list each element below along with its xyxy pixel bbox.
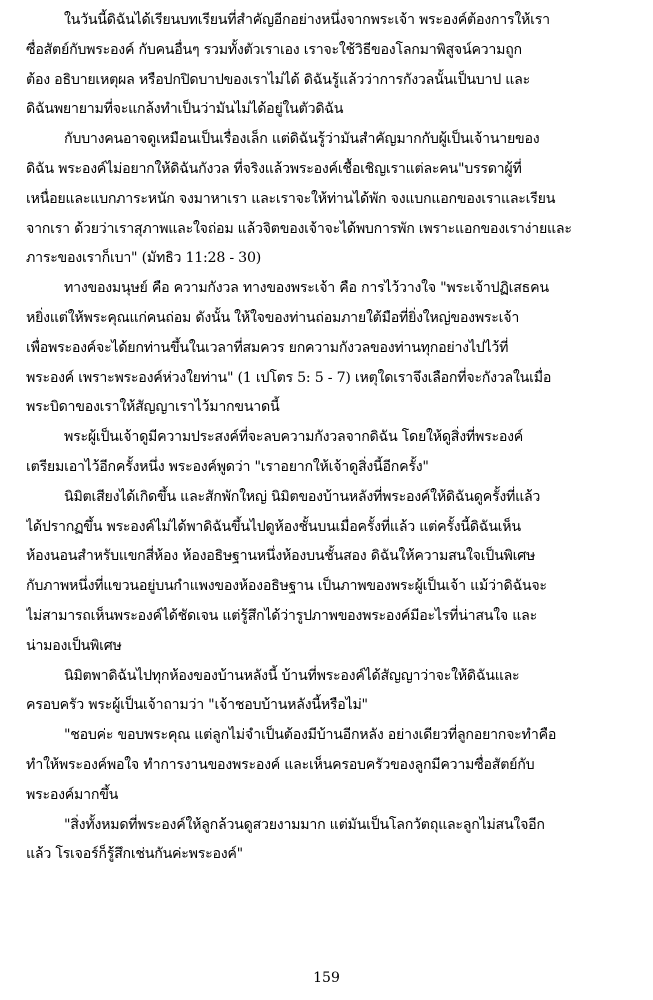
text-line: พระผู้เป็นเจ้าดูมีความประสงค์ที่จะลบความกังวลจากดิฉัน โดยให้ดูสิ่งที่พระองค์ [64, 429, 524, 446]
text-line: กับบางคนอาจดูเหมือนเป็นเรื่องเล็ก แต่ดิฉันรู้ว่ามันสำคัญมากกับผู้เป็นเจ้านายของ [64, 131, 540, 148]
text-line: กับภาพหนึ่งที่แขวนอยู่บนกำแพงของห้องอธิษฐาน เป็นภาพของพระผู้เป็นเจ้า แม้ว่าดิฉันจะ [26, 578, 547, 595]
text-line: ทางของมนุษย์ คือ ความกังวล ทางของพระเจ้า คือ การไว้วางใจ "พระเจ้าปฏิเสธคน [64, 280, 549, 297]
text-line: "ชอบค่ะ ขอบพระคุณ แต่ลูกไม่จำเป็นต้องมีบ้านอีกหลัง อย่างเดียวที่ลูกอยากจะทำคือ [64, 727, 557, 744]
text-line: เตรียมเอาไว้อีกครั้งหนึ่ง พระองค์พูดว่า "เราอยากให้เจ้าดูสิ่งนี้อีกครั้ง" [26, 458, 429, 475]
text-line: ได้ปรากฏขึ้น พระองค์ไม่ได้พาดิฉันขึ้นไปดูห้องชั้นบนเมื่อครั้งที่แล้ว แต่ครั้งนี้ดิฉันเห็น [26, 518, 521, 535]
text-line: ทำให้พระองค์พอใจ ทำการงานของพระองค์ และเห็นครอบครัวของลูกมีความซื่อสัตย์กับ [26, 756, 535, 773]
text-line: ไม่สามารถเห็นพระองค์ได้ชัดเจน แต่รู้สึกได้ว่ารูปภาพของพระองค์มีอะไรที่น่าสนใจ และ [26, 607, 537, 624]
text-line: พระองค์มากขึ้น [26, 786, 119, 803]
paragraph [26, 483, 632, 662]
text-line: เพื่อพระองค์จะได้ยกท่านขึ้นในเวลาที่สมควร ยกความกังวลของท่านทุกอย่างไปไว้ที่ [26, 339, 509, 356]
text-line: ครอบครัว พระผู้เป็นเจ้าถามว่า "เจ้าชอบบ้านหลังนี้หรือไม่" [26, 697, 368, 714]
text-line: น่ามองเป็นพิเศษ [26, 637, 122, 654]
page-body [26, 6, 632, 870]
text-line: จากเรา ด้วยว่าเราสุภาพและใจถ่อม แล้วจิตของเจ้าจะได้พบการพัก เพราะแอกของเราง่ายและ [26, 220, 572, 237]
text-line: ในวันนี้ดิฉันได้เรียนบทเรียนที่สำคัญอีกอย่างหนึ่งจากพระเจ้า พระองค์ต้องการให้เรา [64, 12, 550, 28]
text-line: ซื่อสัตย์กับพระองค์ กับคนอื่นๆ รวมทั้งตัวเราเอง เราจะใช้วิธีของโลกมาพิสูจน์ความถูก [26, 41, 522, 58]
paragraph [26, 125, 632, 274]
paragraph [26, 721, 632, 810]
text-line: ภาระของเราก็เบา" (มัทธิว 11:28 - 30) [26, 250, 262, 267]
paragraph [26, 811, 632, 871]
paragraph [26, 6, 632, 125]
text-line: พระองค์ เพราะพระองค์ห่วงใยท่าน" (1 เปโตร 5: 5 - 7) เหตุใดเราจึงเลือกที่จะกังวลในเมื่อ [26, 369, 552, 386]
page-number: 159 [313, 970, 340, 986]
paragraph [26, 662, 632, 722]
paragraph [26, 274, 632, 423]
text-line: แล้ว โรเจอร์ก็รู้สึกเช่นกันค่ะพระองค์" [26, 846, 243, 863]
paragraph [26, 423, 632, 483]
text-line: หยิ่งแต่ให้พระคุณแก่คนถ่อม ดังนั้น ให้ใจของท่านถ่อมภายใต้มือที่ยิ่งใหญ่ของพระเจ้า [26, 309, 520, 326]
text-line: เหนื่อยและแบกภาระหนัก จงมาหาเรา และเราจะให้ท่านได้พัก จงแบกแอกของเราและเรียน [26, 190, 556, 207]
text-line: "สิ่งทั้งหมดที่พระองค์ให้ลูกล้วนดูสวยงามมาก แต่มันเป็นโลกวัตถุและลูกไม่สนใจอีก [64, 816, 545, 833]
text-line: ต้อง อธิบายเหตุผล หรือปกปิดบาปของเราไม่ได้ ดิฉันรู้แล้วว่าการกังวลนั้นเป็นบาป และ [26, 71, 530, 88]
text-line: ห้องนอนสำหรับแขกสี่ห้อง ห้องอธิษฐานหนึ่งห้องบนชั้นสอง ดิฉันให้ความสนใจเป็นพิเศษ [26, 548, 536, 565]
text-line: นิมิตพาดิฉันไปทุกห้องของบ้านหลังนี้ บ้านที่พระองค์ได้สัญญาว่าจะให้ดิฉันและ [64, 667, 520, 684]
text-line: ดิฉันพยายามที่จะแกล้งทำเป็นว่ามันไม่ได้อยู่ในตัวดิฉัน [26, 101, 344, 118]
text-line: ดิฉัน พระองค์ไม่อยากให้ดิฉันกังวล ที่จริงแล้วพระองค์เชื้อเชิญเราแต่ละคน"บรรดาผู้ที่ [26, 160, 522, 177]
text-line: นิมิตเสียงได้เกิดขึ้น และสักพักใหญ่ นิมิตของบ้านหลังที่พระองค์ให้ดิฉันดูครั้งที่แล้ว [64, 488, 541, 505]
text-line: พระบิดาของเราให้สัญญาเราไว้มากขนาดนี้ [26, 399, 280, 416]
